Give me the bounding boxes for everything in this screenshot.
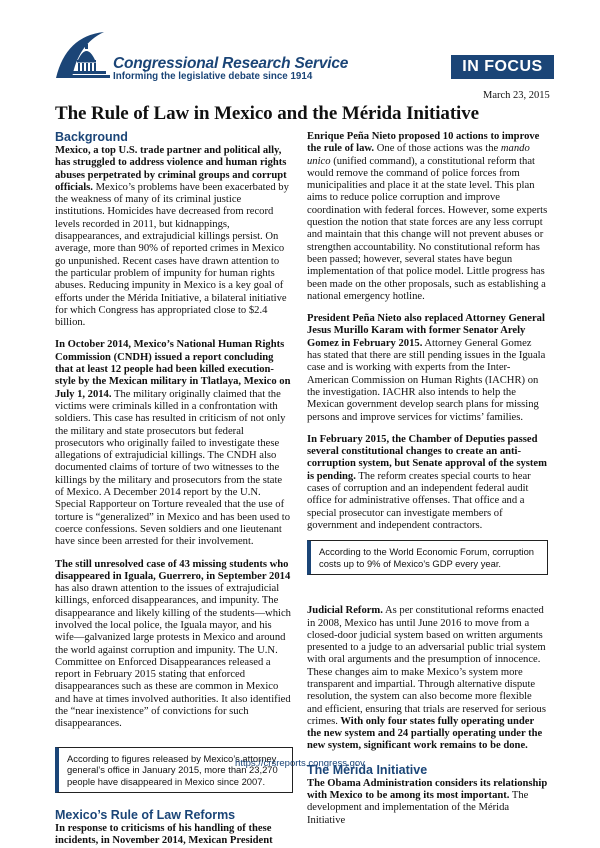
reforms-heading: Mexico’s Rule of Law Reforms xyxy=(55,808,236,823)
judicial-reform-paragraph xyxy=(307,605,548,753)
left-column xyxy=(55,130,293,848)
bold-lead: Mexico, a top U.S. trade partner and political ally, has struggled to address violence and human rights abuses perpetrated by criminal groups and corrupt officials. xyxy=(55,145,287,193)
bold-tail: With only four states fully operating under the new system and 24 partially operating under the new system, significant work remains to be done. xyxy=(307,715,543,752)
body-text: The reform creates special courts to hear cases of corruption and an independent federal audit office for administrative offenses. That office and a special prosecutor can investigate members of government and independent contractors. xyxy=(307,470,531,531)
italic-term: mando unico xyxy=(307,143,530,167)
background-heading: Background xyxy=(55,130,128,144)
footer-url[interactable]: https://crsreports.congress.gov xyxy=(235,758,365,769)
bold-lead: Judicial Reform. xyxy=(307,605,383,617)
bold-lead: Enrique Peña Nieto proposed 10 actions to improve the rule of law. xyxy=(307,131,540,155)
bold-lead: The Obama Administration considers its relationship with Mexico to be among its most important. xyxy=(307,777,548,802)
body-text: As per constitutional reforms enacted in 2008, Mexico has until June 2016 to move from a closed-door judicial system based on written arguments presented to a judge to an adversarial public trial system with oral arguments and the presumption of innocence. These changes aim to make Mexico’s system more transparent and impartial. Through alternative dispute resolution, the system can also become more flexible and efficient, ensuring that trials are reserved for serious crimes. xyxy=(307,605,546,727)
bold-lead: In October 2014, Mexico’s National Human Rights Commission (CNDH) issued a report concluding that at least 12 people had been killed execution-style by the Mexican military in Tlatlaya, Mexico on July 1, 2014. xyxy=(55,339,291,400)
body-text: One of those actions was the xyxy=(374,143,501,155)
body-text: Mexico’s problems have been exacerbated by the weakness of many of its criminal justice institutions. Homicides have decreased from record levels recorded in 2011, but kidnappings, disappearances, and extrajudicial killings persist. On average, more than 90% of reported crimes in Mexico go unpunished. Recent cases have drawn attention to the particular problem of impunity for human rights abuses. Reducing impunity in Mexico is a key goal of efforts under the Mérida Initiative, a bilateral initiative for which Congress has appropriated close to $2.4 billion. xyxy=(55,181,289,329)
reforms-paragraph-2 xyxy=(307,131,548,303)
disappeared-callout: According to figures released by Mexico’s attorney general’s office in January 2015, more than 23,270 people have disappeared in Mexico since 2007. xyxy=(55,747,293,794)
capitol-dome-icon xyxy=(52,28,112,86)
right-column xyxy=(307,131,548,827)
merida-heading: The Mérida Initiative xyxy=(307,762,428,777)
reforms-paragraph-1 xyxy=(55,823,293,848)
body-text: The development and implementation of the Mérida Initiative xyxy=(307,790,529,826)
body-text: Attorney General Gomez has stated that there are still pending issues in the Iguala case and is working with experts from the Inter-American Commission on Human Rights (IACHR) on the investigation. IACHR also intends to help the Mexican government develop search plans for missing persons and improve services for victims’ families. xyxy=(307,337,546,423)
bold-lead: In response to criticisms of his handling of these incidents, in November 2014, Mexican President xyxy=(55,823,273,847)
report-header xyxy=(0,0,600,90)
bold-lead: In February 2015, the Chamber of Deputies passed several constitutional changes to create an anti-corruption system, but Senate approval of the system is pending. xyxy=(307,433,547,482)
background-paragraph-1 xyxy=(55,145,293,329)
org-tagline: Informing the legislative debate since 1914 xyxy=(113,71,313,82)
corruption-callout: According to the World Economic Forum, corruption costs up to 9% of Mexico’s GDP every year. xyxy=(307,540,548,575)
reforms-paragraph-4 xyxy=(307,434,548,532)
reforms-paragraph-3 xyxy=(307,313,548,424)
body-text: (unified command), a constitutional reform that would remove the command of police forces from municipalities and place it at the state level. This plan aims to reduce police corruption and improve coordination with federal forces. However, some experts question the notion that state forces are any less corrupt and maintain that this change will not prevent abuses or strengthen accountability. No constitutional reform has been passed; however, several states have begun implementation of that police model. Little progress has been made on the other proposals, such as establishing a national emergency hotline. xyxy=(307,155,548,302)
merida-paragraph-1 xyxy=(307,778,548,827)
page-title: The Rule of Law in Mexico and the Mérida Initiative xyxy=(55,103,479,124)
background-paragraph-2 xyxy=(55,339,293,548)
bold-lead: President Peña Nieto also replaced Attorney General Jesus Murillo Karam with former Senator Arely Gomez in February 2015. xyxy=(307,313,545,349)
body-text: The military originally claimed that the victims were criminals killed in a confrontation with soldiers. This case has resulted in criticism of not only the military and state prosecutors but federal prosecutors who originally failed to investigate these allegations of extrajudicial killings. The CNDH also documented claims of torture of two witnesses to the killings by the military and prosecutors from the state of Mexico. A December 2014 report by the U.N. Special Rapporteur on Torture revealed that the use of torture is “generalized” in Mexico and has been used to coerce confessions. Seven soldiers and one lieutenant have since been arrested for their involvement. xyxy=(55,388,291,548)
report-date: March 23, 2015 xyxy=(483,90,550,101)
org-name: Congressional Research Service xyxy=(113,55,349,72)
background-paragraph-3 xyxy=(55,559,293,731)
in-focus-badge: IN FOCUS xyxy=(451,55,554,79)
bold-lead: The still unresolved case of 43 missing students who disappeared in Iguala, Guerrero, in September 2014 xyxy=(55,558,291,582)
body-text: has also drawn attention to the issues of extrajudicial killings, enforced disappearances, and impunity. The disappearance and likely killing of the students—which involved the local police, the Iguala mayor, and his wife—galvanized large protests in Mexico and around the world against corruption and impunity. The U.N. Committee on Enforced Disappearances released a report in February 2015 stating that enforced disappearances such as these are common in Mexico and have at times involved authorities. It also identified the “near inexistence” of convictions for such disappearances. xyxy=(55,583,291,730)
